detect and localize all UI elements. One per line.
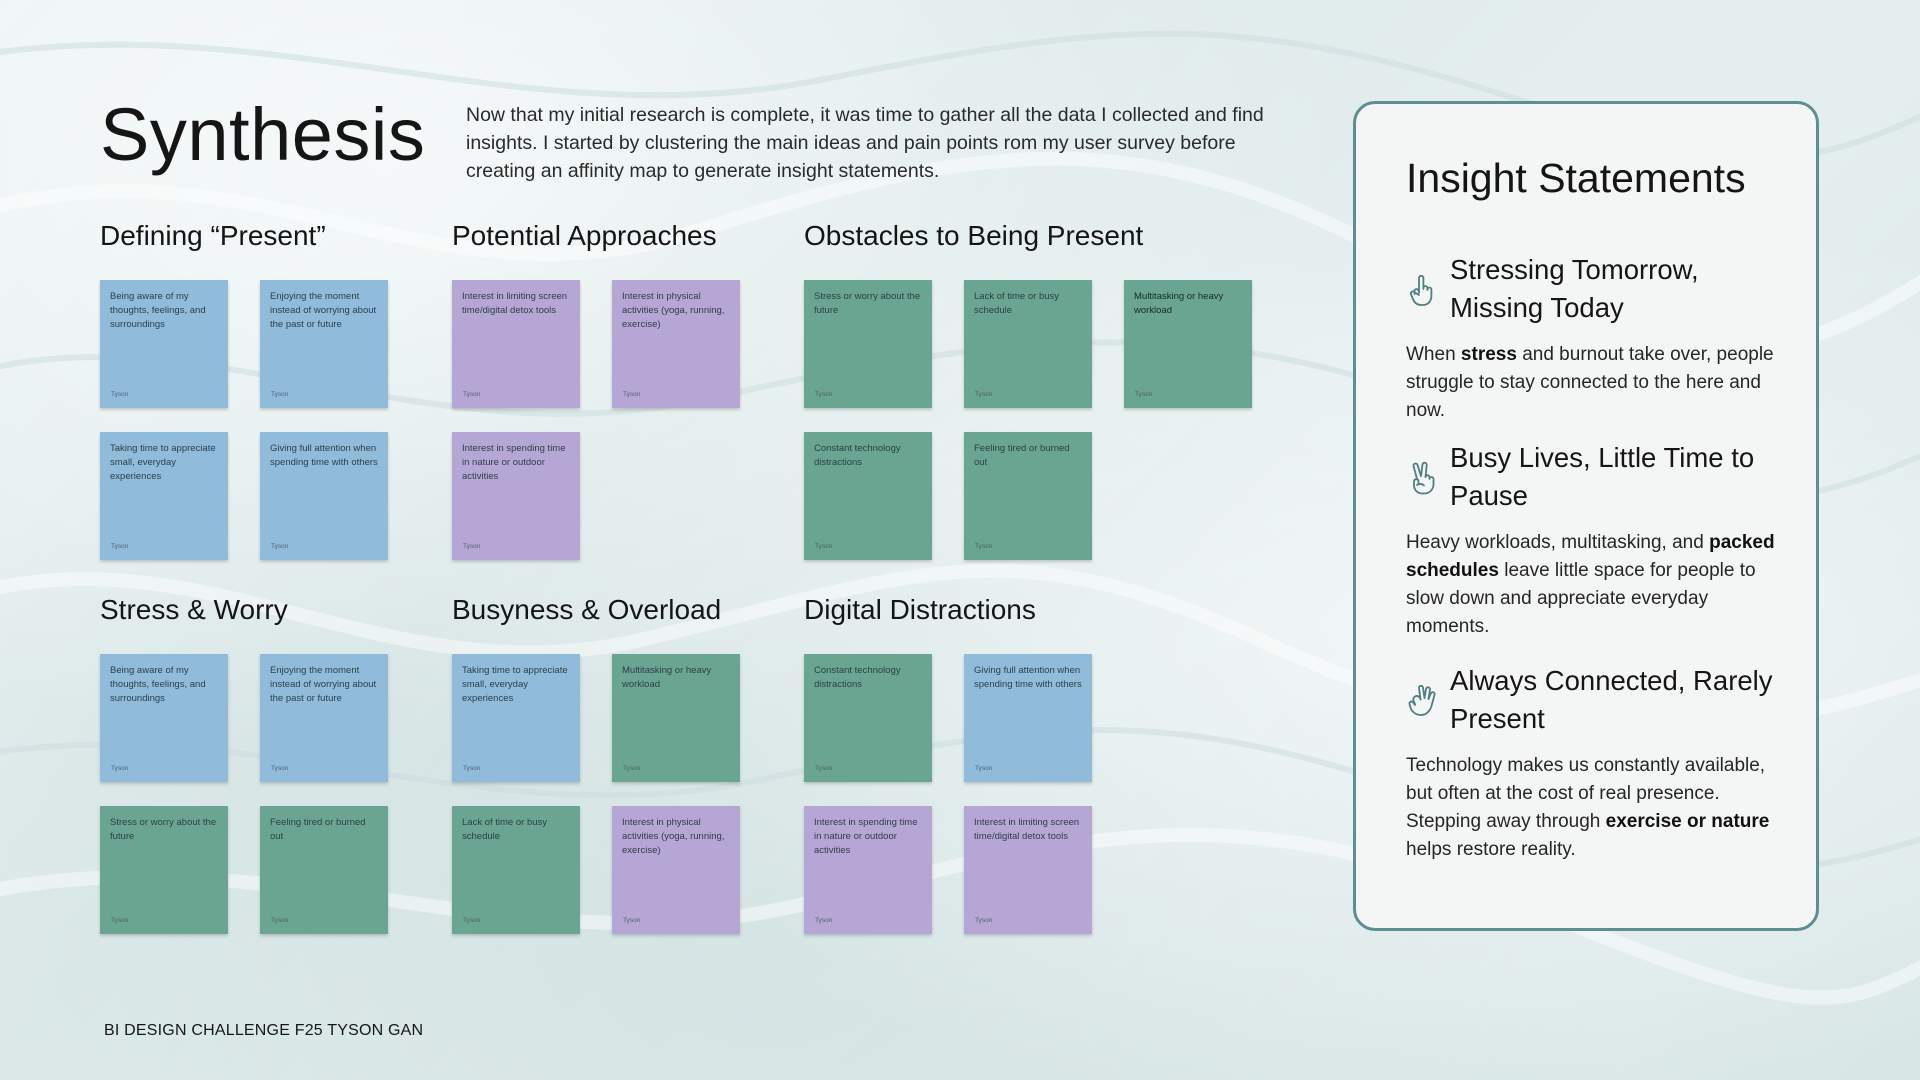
sticky-note[interactable] (100, 654, 228, 782)
note-text: Interest in limiting screen time/digital detox tools (974, 817, 1080, 842)
sticky-note[interactable] (452, 806, 580, 934)
sticky-note[interactable] (260, 280, 388, 408)
hand-ok-icon (1406, 684, 1438, 720)
note-text: Lack of time or busy schedule (462, 817, 548, 842)
note-text: Giving full attention when spending time with others (974, 665, 1082, 690)
sticky-note[interactable] (1124, 280, 1252, 408)
note-author: Tyson (271, 765, 289, 772)
sticky-note[interactable] (612, 806, 740, 934)
group-title-busyness-overload: Busyness & Overload (452, 594, 722, 625)
sticky-note[interactable] (964, 280, 1092, 408)
sticky-note[interactable] (612, 280, 740, 408)
note-author: Tyson (815, 917, 833, 924)
hand-pointing-up-icon (1406, 273, 1438, 309)
emphasis-text: exercise or nature (1605, 811, 1770, 832)
page-title: Synthesis (100, 93, 426, 176)
group-title-obstacles: Obstacles to Being Present (804, 220, 1144, 251)
sticky-note[interactable] (100, 280, 228, 408)
note-text: Multitasking or heavy workload (1134, 291, 1224, 316)
sticky-note[interactable] (804, 654, 932, 782)
note-text: Interest in spending time in nature or outdoor activities (814, 817, 918, 856)
note-author: Tyson (111, 391, 129, 398)
footer-credit: BI DESIGN CHALLENGE F25 TYSON GAN (104, 1022, 424, 1039)
note-text: Feeling tired or burned out (270, 817, 366, 842)
note-author: Tyson (1135, 391, 1153, 398)
note-author: Tyson (271, 391, 289, 398)
note-author: Tyson (271, 543, 289, 550)
note-author: Tyson (623, 391, 641, 398)
group-title-stress-worry: Stress & Worry (100, 594, 288, 625)
note-text: Being aware of my thoughts, feelings, and surroundings (110, 665, 206, 704)
sticky-note[interactable] (804, 806, 932, 934)
sticky-note[interactable] (100, 806, 228, 934)
sticky-note[interactable] (612, 654, 740, 782)
note-text: Constant technology distractions (814, 443, 901, 468)
sticky-note[interactable] (964, 654, 1092, 782)
note-text: Giving full attention when spending time with others (270, 443, 378, 468)
note-text: Stress or worry about the future (814, 291, 921, 316)
note-author: Tyson (815, 543, 833, 550)
sticky-note[interactable] (804, 432, 932, 560)
sticky-note[interactable] (964, 432, 1092, 560)
note-author: Tyson (975, 917, 993, 924)
sticky-note[interactable] (452, 432, 580, 560)
note-text: Stress or worry about the future (110, 817, 217, 842)
insight-body: Heavy workloads, multitasking, and packed schedules leave little space for people to slow down and appreciate everyday moments. (1406, 532, 1775, 637)
note-author: Tyson (463, 543, 481, 550)
note-author: Tyson (623, 765, 641, 772)
note-text: Constant technology distractions (814, 665, 901, 690)
note-author: Tyson (975, 543, 993, 550)
note-author: Tyson (975, 765, 993, 772)
note-author: Tyson (271, 917, 289, 924)
emphasis-text: stress (1460, 344, 1517, 365)
sticky-note[interactable] (804, 280, 932, 408)
emphasis-text: packed schedules (1406, 532, 1775, 581)
note-text: Interest in limiting screen time/digital detox tools (462, 291, 568, 316)
group-title-digital-distractions: Digital Distractions (804, 594, 1036, 625)
sticky-note[interactable] (260, 806, 388, 934)
sticky-note[interactable] (452, 280, 580, 408)
note-author: Tyson (111, 765, 129, 772)
note-author: Tyson (463, 765, 481, 772)
sticky-note[interactable] (260, 654, 388, 782)
group-title-defining-present: Defining “Present” (100, 220, 326, 251)
insight-body: When stress and burnout take over, people struggle to stay connected to the here and now. (1406, 344, 1774, 421)
panel-title: Insight Statements (1406, 155, 1746, 201)
insight-heading: Busy Lives, Little Time to Pause (1450, 442, 1755, 511)
insight-heading: Always Connected, Rarely Present (1450, 665, 1773, 734)
note-text: Multitasking or heavy workload (622, 665, 712, 690)
note-text: Interest in spending time in nature or outdoor activities (462, 443, 566, 482)
insight-body: Technology makes us constantly available, but often at the cost of real presence. Stepping away through exercise or nature helps restore reality. (1406, 755, 1770, 860)
sticky-note[interactable] (452, 654, 580, 782)
note-text: Taking time to appreciate small, everyday experiences (110, 443, 216, 482)
note-author: Tyson (815, 765, 833, 772)
note-author: Tyson (463, 917, 481, 924)
hand-peace-icon (1406, 461, 1438, 497)
note-author: Tyson (815, 391, 833, 398)
note-text: Feeling tired or burned out (974, 443, 1070, 468)
group-title-potential-approaches: Potential Approaches (452, 220, 717, 251)
note-text: Lack of time or busy schedule (974, 291, 1060, 316)
insight-heading: Stressing Tomorrow, Missing Today (1450, 254, 1699, 323)
sticky-note[interactable] (964, 806, 1092, 934)
note-author: Tyson (975, 391, 993, 398)
note-text: Interest in physical activities (yoga, running, exercise) (622, 817, 725, 856)
sticky-note[interactable] (100, 432, 228, 560)
note-author: Tyson (111, 917, 129, 924)
note-text: Enjoying the moment instead of worrying about the past or future (270, 665, 377, 704)
sticky-note[interactable] (260, 432, 388, 560)
note-author: Tyson (111, 543, 129, 550)
note-text: Interest in physical activities (yoga, running, exercise) (622, 291, 725, 330)
insight-statements-panel (1353, 101, 1819, 931)
note-text: Being aware of my thoughts, feelings, and surroundings (110, 291, 206, 330)
note-author: Tyson (463, 391, 481, 398)
note-author: Tyson (623, 917, 641, 924)
note-text: Taking time to appreciate small, everyday experiences (462, 665, 568, 704)
note-text: Enjoying the moment instead of worrying about the past or future (270, 291, 377, 330)
intro-paragraph: Now that my initial research is complete, it was time to gather all the data I collected and find insights. I started by clustering the main ideas and pain points rom my user survey before creating an affinity map to generate insight statements. (466, 104, 1264, 182)
